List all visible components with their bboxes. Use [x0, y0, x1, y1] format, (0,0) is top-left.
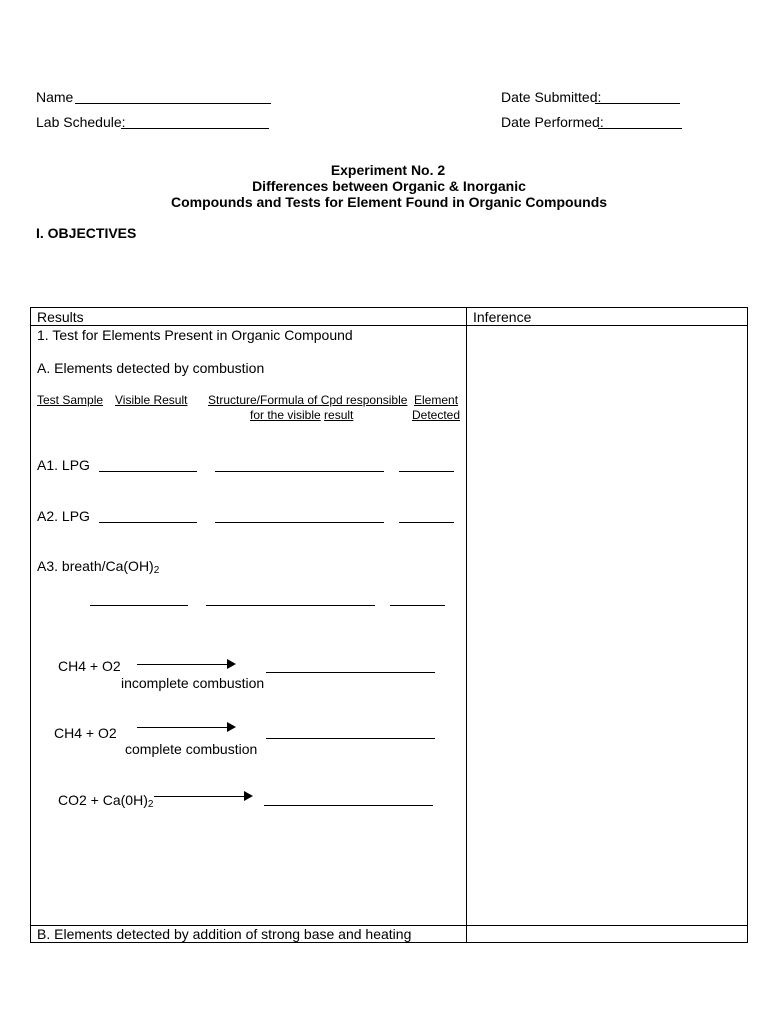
table-header-divider [30, 325, 748, 326]
header-element-line-1: Element [414, 393, 459, 407]
row-a2-label: A2. LPG [37, 508, 90, 524]
a2-visible-result-field[interactable] [99, 522, 197, 523]
title-line-1: Experiment No. 2 [330, 162, 446, 178]
date-submitted-label: Date Submitted: [501, 89, 602, 105]
subsection-a-title: A. Elements detected by combustion [37, 360, 265, 376]
col-inference-header: Inference [473, 309, 532, 325]
a1-structure-field[interactable] [215, 471, 384, 472]
lab-schedule-field[interactable] [121, 128, 269, 129]
subsection-b-title: B. Elements detected by addition of strong base and heating [37, 926, 412, 942]
header-test-sample: Test Sample [37, 393, 104, 407]
row-a3-subscript: 2 [153, 565, 160, 576]
reaction-3-text: CO2 + Ca(0H) [58, 792, 148, 808]
reaction-2-note: complete combustion [125, 741, 258, 757]
date-performed-field[interactable] [598, 128, 682, 129]
a1-visible-result-field[interactable] [99, 471, 197, 472]
row-a1-label: A1. LPG [37, 457, 90, 473]
date-submitted-field[interactable] [595, 103, 680, 104]
reaction-2-equation: CH4 + O2 [54, 725, 117, 741]
a3-element-field[interactable] [390, 605, 445, 606]
a2-structure-field[interactable] [215, 522, 384, 523]
row-a3-text: A3. breath/Ca(OH) [37, 558, 154, 574]
section-1-title: 1. Test for Elements Present in Organic Compound [37, 327, 353, 343]
date-performed-label: Date Performed: [501, 114, 604, 130]
a3-visible-result-field[interactable] [90, 605, 188, 606]
reaction-3-arrow-icon [154, 791, 253, 801]
reaction-1-note: incomplete combustion [121, 675, 265, 691]
header-structure-line-2b: result [324, 408, 354, 422]
table-column-divider [466, 307, 467, 943]
reaction-3-equation [58, 792, 153, 810]
title-line-2: Differences between Organic & Inorganic [252, 178, 526, 194]
name-field[interactable] [75, 103, 271, 104]
a3-structure-field[interactable] [206, 605, 375, 606]
col-results-header: Results [37, 309, 84, 325]
header-visible-result: Visible Result [115, 393, 188, 407]
reaction-3-subscript: 2 [147, 799, 154, 810]
a2-element-field[interactable] [399, 522, 454, 523]
lab-schedule-label: Lab Schedule: [36, 114, 126, 130]
reaction-3-product-field[interactable] [264, 805, 433, 806]
header-structure-line-2a: for the visible [250, 408, 321, 422]
reaction-1-arrow-icon [137, 659, 236, 669]
name-label: Name [36, 89, 74, 105]
reaction-1-product-field[interactable] [266, 672, 435, 673]
header-element-line-2: Detected [412, 408, 461, 422]
a1-element-field[interactable] [399, 471, 454, 472]
header-structure-line-2 [250, 408, 353, 422]
title-line-3: Compounds and Tests for Element Found in Organic Compounds [170, 194, 608, 210]
header-structure-line-1: Structure/Formula of Cpd responsible [208, 393, 408, 407]
reaction-2-product-field[interactable] [266, 738, 435, 739]
objectives-heading: I. OBJECTIVES [36, 225, 137, 241]
reaction-1-equation: CH4 + O2 [58, 658, 121, 674]
reaction-2-arrow-icon [137, 722, 236, 732]
row-a3-label [37, 558, 159, 576]
